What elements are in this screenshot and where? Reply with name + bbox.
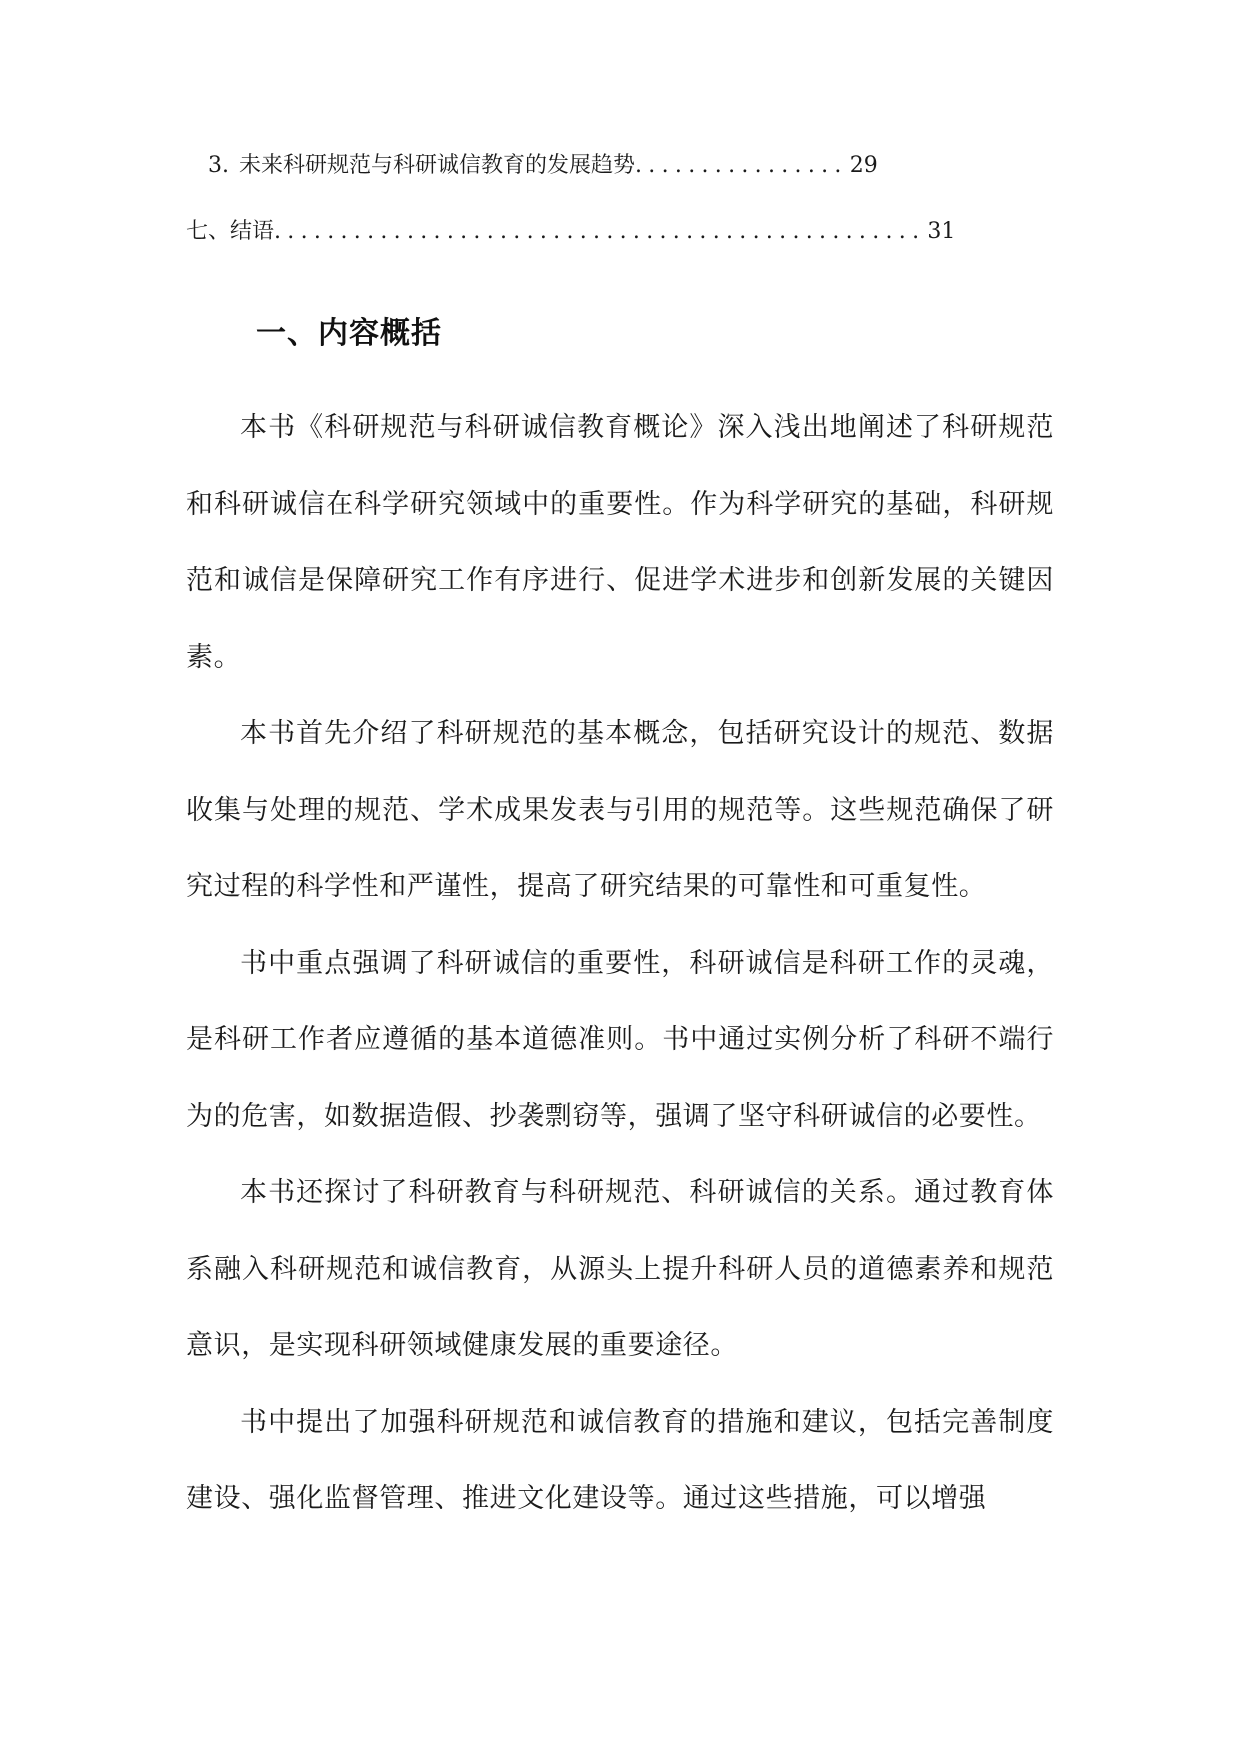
toc-entry[interactable] <box>186 217 955 247</box>
paragraph: 书中提出了加强科研规范和诚信教育的措施和建议，包括完善制度建设、强化监督管理、推进文化建设等。通过这些措施，可以增强 <box>186 1406 1054 1514</box>
toc-page-number: 29 <box>849 153 878 178</box>
toc-leader-dots: ................................................. <box>274 219 926 244</box>
toc-page-number: 31 <box>927 219 956 244</box>
toc-entry-number: 3. <box>208 153 229 178</box>
body-text <box>186 390 1054 1538</box>
toc-entry-title: 未来科研规范与科研诚信教育的发展趋势 <box>239 153 636 178</box>
section-heading: 一、内容概括 <box>256 316 442 351</box>
paragraph: 本书首先介绍了科研规范的基本概念，包括研究设计的规范、数据收集与处理的规范、学术成果发表与引用的规范等。这些规范确保了研究过程的科学性和严谨性，提高了研究结果的可靠性和可重复性。 <box>186 718 1054 902</box>
paragraph: 本书《科研规范与科研诚信教育概论》深入浅出地阐述了科研规范和科研诚信在科学研究领域中的重要性。作为科学研究的基础，科研规范和诚信是保障研究工作有序进行、促进学术进步和创新发展的关键因素。 <box>186 412 1054 673</box>
paragraph: 本书还探讨了科研教育与科研规范、科研诚信的关系。通过教育体系融入科研规范和诚信教育，从源头上提升科研人员的道德素养和规范意识，是实现科研领域健康发展的重要途径。 <box>186 1177 1054 1361</box>
paragraph: 书中重点强调了科研诚信的重要性，科研诚信是科研工作的灵魂，是科研工作者应遵循的基本道德准则。书中通过实例分析了科研不端行为的危害，如数据造假、抄袭剽窃等，强调了坚守科研诚信的必要性。 <box>186 947 1054 1132</box>
toc-leader-dots: ................ <box>635 153 848 178</box>
toc-entry[interactable] <box>208 151 878 181</box>
toc-entry-title: 七、结语 <box>186 219 275 244</box>
